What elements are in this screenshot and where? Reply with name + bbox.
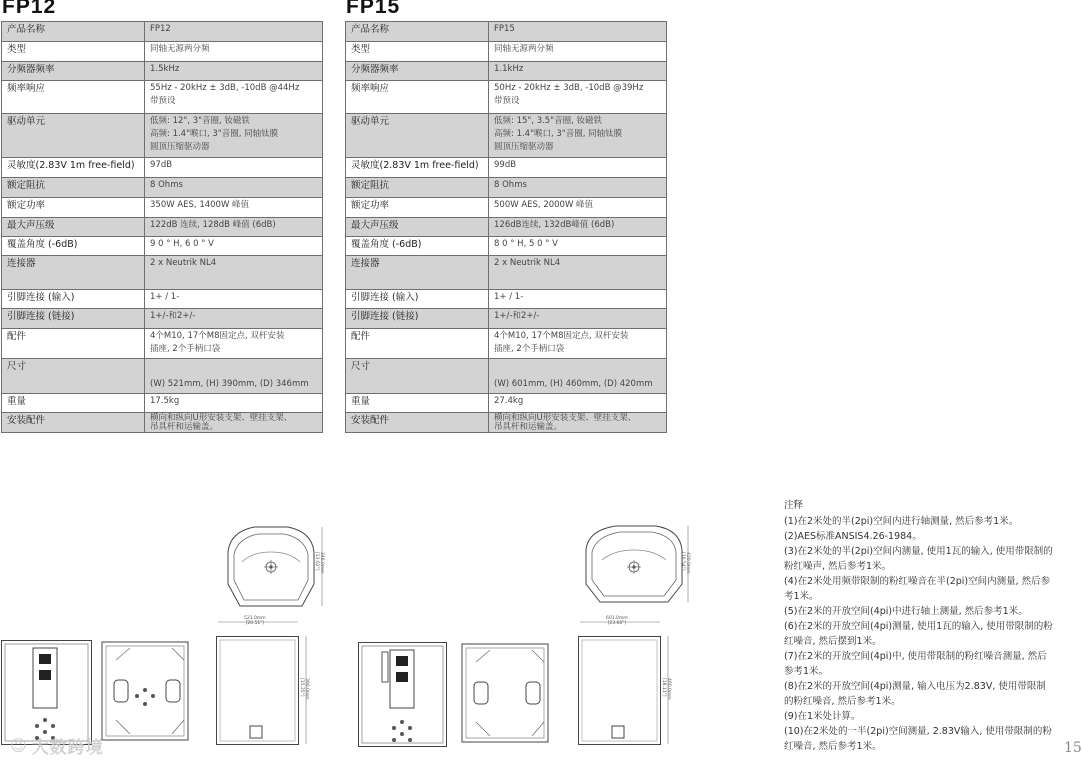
spec-label: 驱动单元 <box>2 114 145 158</box>
spec-label: 尺寸 <box>2 359 145 394</box>
spec-label: 覆盖角度 (-6dB) <box>346 237 489 256</box>
spec-row <box>346 114 667 158</box>
spec-label: 频率响应 <box>2 81 145 114</box>
spec-row <box>2 256 323 290</box>
spec-value: 同轴无源两分频 <box>145 42 323 62</box>
spec-row <box>346 178 667 198</box>
spec-label: 分频器频率 <box>346 62 489 81</box>
spec-row <box>346 309 667 329</box>
spec-label: 覆盖角度 (-6dB) <box>2 237 145 256</box>
fp15-top-view-drawing <box>576 522 696 614</box>
spec-label: 额定功率 <box>346 198 489 218</box>
spec-row <box>2 218 323 237</box>
spec-row <box>2 413 323 433</box>
spec-label: 最大声压级 <box>346 218 489 237</box>
note-item: (8)在2米的开放空间(4pi)测量, 输入电压为2.83V, 使用带限制的粉红噪音, 然后参考1米。 <box>784 681 1046 707</box>
spec-value: 4个M10, 17个M8固定点, 双杆安装 插座, 2个手柄口袋 <box>145 329 323 359</box>
fp12-depth-dimension: 346.0mm [13.62"] <box>314 552 324 574</box>
spec-row <box>2 359 323 394</box>
spec-value: 横向和纵向U形安装支架、壁挂支架、 吊具杆和运输盖。 <box>145 413 323 433</box>
fp12-height-dimension: 390.0mm [15.35"] <box>299 678 309 700</box>
spec-value: 97dB <box>145 158 323 178</box>
fp15-front-grille-view <box>358 642 452 752</box>
spec-row <box>346 81 667 114</box>
spec-value: 1.1kHz <box>489 62 667 81</box>
spec-row <box>346 218 667 237</box>
spec-table-fp15 <box>345 21 667 433</box>
notes-list <box>784 514 1054 754</box>
spec-row <box>346 42 667 62</box>
spec-row <box>346 237 667 256</box>
spec-row <box>346 290 667 309</box>
spec-row <box>2 114 323 158</box>
watermark <box>10 733 104 758</box>
fp12-width-dimension: 521.0mm [20.51"] <box>244 616 266 626</box>
spec-value: 低频: 15", 3.5"音圈, 钕磁铁 高频: 1.4"喉口, 3"音圈, 同轴钛膜 圆顶压缩驱动器 <box>489 114 667 158</box>
notes-section <box>784 498 1054 754</box>
spec-label: 额定阻抗 <box>2 178 145 198</box>
spec-value: 1+/-和2+/- <box>145 309 323 329</box>
spec-value: 1.5kHz <box>145 62 323 81</box>
spec-value: 1+ / 1- <box>489 290 667 309</box>
note-item: (4)在2米处用频带限制的粉红噪音在半(2pi)空间内测量, 然后参考1米。 <box>784 576 1051 602</box>
spec-label: 配件 <box>346 329 489 359</box>
spec-label: 灵敏度(2.83V 1m free-field) <box>346 158 489 178</box>
fp12-rear-view <box>214 616 314 750</box>
spec-row <box>2 329 323 359</box>
spec-label: 类型 <box>346 42 489 62</box>
fp15-depth-dimension: 420.0mm [16.54"] <box>680 552 690 574</box>
spec-label: 安装配件 <box>346 413 489 433</box>
note-item: (9)在1米处计算。 <box>784 711 861 722</box>
spec-row <box>346 198 667 218</box>
spec-row <box>346 329 667 359</box>
spec-value: FP12 <box>145 22 323 42</box>
spec-value: 500W AES, 2000W 峰值 <box>489 198 667 218</box>
fp15-rear-view <box>576 616 676 750</box>
spec-row <box>2 81 323 114</box>
spec-value: 1+/-和2+/- <box>489 309 667 329</box>
spec-row <box>2 158 323 178</box>
spec-row <box>2 178 323 198</box>
spec-value: 122dB 连续, 128dB 峰值 (6dB) <box>145 218 323 237</box>
fp15-height-dimension: 460.0mm [18.11"] <box>661 678 671 700</box>
note-item: (10)在2米处的一半(2pi)空间测量, 2.83V输入, 使用带限制的粉红噪音, 然后参考1米。 <box>784 726 1052 752</box>
spec-value: 27.4kg <box>489 394 667 413</box>
spec-value: 2 x Neutrik NL4 <box>145 256 323 290</box>
spec-value: 同轴无源两分频 <box>489 42 667 62</box>
spec-label: 最大声压级 <box>2 218 145 237</box>
note-item: (6)在2米的开放空间(4pi)测量, 使用1瓦的输入, 使用带限制的粉红噪音, 然后摆到1米。 <box>784 621 1053 647</box>
spec-label: 引脚连接 (输入) <box>2 290 145 309</box>
spec-label: 产品名称 <box>346 22 489 42</box>
spec-label: 引脚连接 (输入) <box>346 290 489 309</box>
spec-label: 安装配件 <box>2 413 145 433</box>
spec-row <box>346 62 667 81</box>
spec-label: 重量 <box>346 394 489 413</box>
spec-label: 尺寸 <box>346 359 489 394</box>
spec-label: 产品名称 <box>2 22 145 42</box>
spec-value: 126dB连续, 132dB峰值 (6dB) <box>489 218 667 237</box>
spec-label: 重量 <box>2 394 145 413</box>
spec-value: 低频: 12", 3"音圈, 钕磁铁 高频: 1.4"喉口, 3"音圈, 同轴钛膜 圆顶压缩驱动器 <box>145 114 323 158</box>
spec-label: 额定功率 <box>2 198 145 218</box>
spec-label: 连接器 <box>2 256 145 290</box>
fp15-side-view <box>460 642 554 752</box>
spec-row <box>346 256 667 290</box>
spec-value: 8 Ohms <box>145 178 323 198</box>
fp12-side-view <box>100 640 194 750</box>
spec-label: 灵敏度(2.83V 1m free-field) <box>2 158 145 178</box>
note-item: (2)AES标准ANSIS4.26-1984。 <box>784 531 922 542</box>
spec-value: 55Hz - 20kHz ± 3dB, -10dB @44Hz 带预设 <box>145 81 323 114</box>
spec-row <box>2 290 323 309</box>
fp15-width-dimension: 601.0mm [23.66"] <box>606 616 628 626</box>
spec-row <box>346 413 667 433</box>
spec-row <box>346 22 667 42</box>
spec-value: 9 0 ° H, 6 0 ° V <box>145 237 323 256</box>
spec-label: 连接器 <box>346 256 489 290</box>
spec-label: 类型 <box>2 42 145 62</box>
spec-value: (W) 601mm, (H) 460mm, (D) 420mm <box>489 359 667 394</box>
spec-row <box>2 394 323 413</box>
spec-value: 1+ / 1- <box>145 290 323 309</box>
spec-value: FP15 <box>489 22 667 42</box>
spec-row <box>346 394 667 413</box>
spec-value: 8 0 ° H, 5 0 ° V <box>489 237 667 256</box>
notes-title: 注释 <box>784 500 804 511</box>
spec-value: 8 Ohms <box>489 178 667 198</box>
spec-label: 配件 <box>2 329 145 359</box>
spec-value: 350W AES, 1400W 峰值 <box>145 198 323 218</box>
spec-value: 2 x Neutrik NL4 <box>489 256 667 290</box>
spec-value: (W) 521mm, (H) 390mm, (D) 346mm <box>145 359 323 394</box>
watermark-logo-icon: ☺ <box>10 736 28 755</box>
spec-value: 99dB <box>489 158 667 178</box>
fp12-top-view-drawing <box>214 522 334 614</box>
note-item: (1)在2米处的半(2pi)空间内进行轴测量, 然后参考1米。 <box>784 516 1019 527</box>
spec-label: 驱动单元 <box>346 114 489 158</box>
spec-value: 4个M10, 17个M8固定点, 双杆安装 插座, 2个手柄口袋 <box>489 329 667 359</box>
spec-label: 引脚连接 (链接) <box>346 309 489 329</box>
spec-row <box>2 42 323 62</box>
spec-row <box>346 158 667 178</box>
spec-row <box>2 198 323 218</box>
note-item: (3)在2米处的半(2pi)空间内测量, 使用1瓦的输入, 使用带限制的粉红噪声, 然后参考1米。 <box>784 546 1053 572</box>
spec-label: 引脚连接 (链接) <box>2 309 145 329</box>
spec-label: 额定阻抗 <box>346 178 489 198</box>
spec-label: 频率响应 <box>346 81 489 114</box>
spec-row <box>2 237 323 256</box>
watermark-text: 大数跨境 <box>31 738 104 758</box>
note-item: (7)在2米的开放空间(4pi)中, 使用带限制的粉红噪音测量, 然后参考1米。 <box>784 651 1047 677</box>
spec-value: 50Hz - 20kHz ± 3dB, -10dB @39Hz 带预设 <box>489 81 667 114</box>
spec-table-fp12 <box>1 21 323 433</box>
page-number: 15 <box>1064 740 1082 756</box>
spec-row <box>2 22 323 42</box>
spec-row <box>2 309 323 329</box>
note-item: (5)在2米的开放空间(4pi)中进行轴上测量, 然后参考1米。 <box>784 606 1028 617</box>
spec-value: 横向和纵向U形安装支架、壁挂支架、 吊具杆和运输盖。 <box>489 413 667 433</box>
spec-value: 17.5kg <box>145 394 323 413</box>
spec-row <box>2 62 323 81</box>
spec-label: 分频器频率 <box>2 62 145 81</box>
model-title-fp12: FP12 <box>2 0 57 18</box>
spec-row <box>346 359 667 394</box>
model-title-fp15: FP15 <box>346 0 401 18</box>
